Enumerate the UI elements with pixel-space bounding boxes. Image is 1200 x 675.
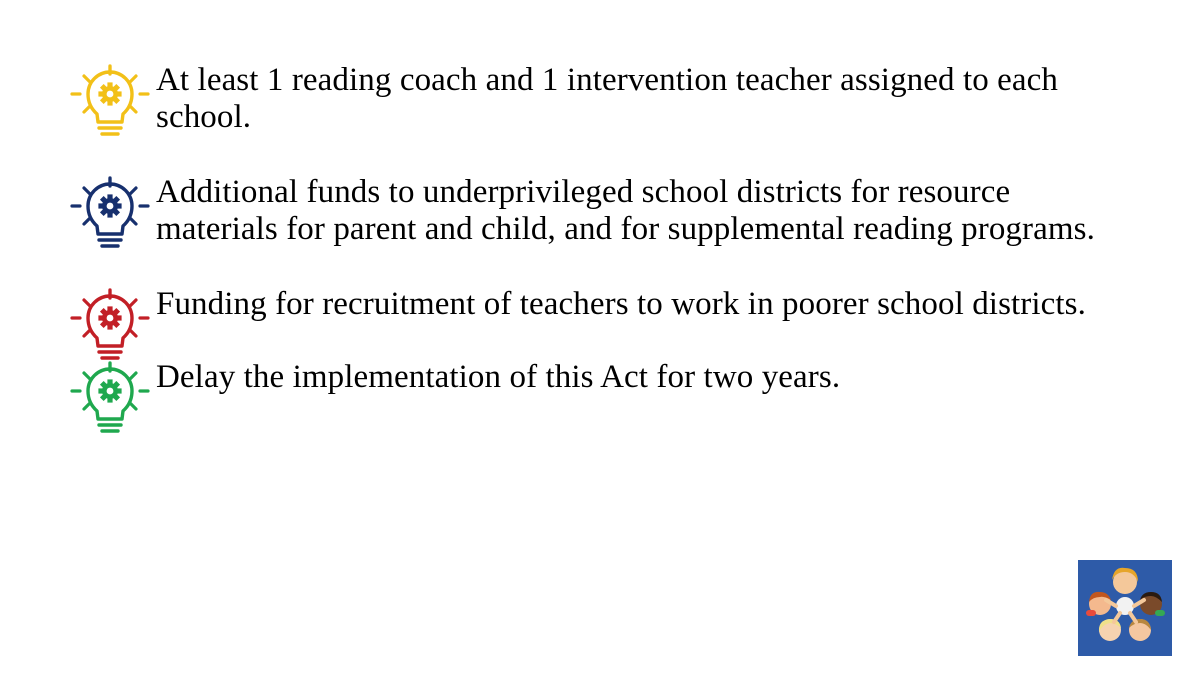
bullet-text: Delay the implementation of this Act for two years. bbox=[156, 359, 841, 395]
bullet-item-2 bbox=[70, 174, 1170, 248]
logo-child-shirt bbox=[1086, 610, 1096, 616]
bullet-item-1 bbox=[70, 62, 1170, 136]
bullet-list bbox=[70, 62, 1170, 430]
lightbulb-gear-icon bbox=[70, 64, 150, 148]
bullet-text: Additional funds to underprivileged school districts for resource materials for parent and child, and for supplemental reading programs. bbox=[156, 174, 1095, 247]
bullet-text: At least 1 reading coach and 1 intervention teacher assigned to each school. bbox=[156, 62, 1059, 135]
lightbulb-gear-icon bbox=[70, 176, 150, 260]
bullet-item-4 bbox=[70, 359, 1170, 396]
logo-child-shirt bbox=[1155, 610, 1165, 616]
lightbulb-gear-icon bbox=[70, 361, 150, 445]
bullet-text: Funding for recruitment of teachers to work in poorer school districts. bbox=[156, 286, 1086, 322]
children-circle-logo bbox=[1078, 560, 1172, 656]
bullet-item-3 bbox=[70, 286, 1170, 323]
